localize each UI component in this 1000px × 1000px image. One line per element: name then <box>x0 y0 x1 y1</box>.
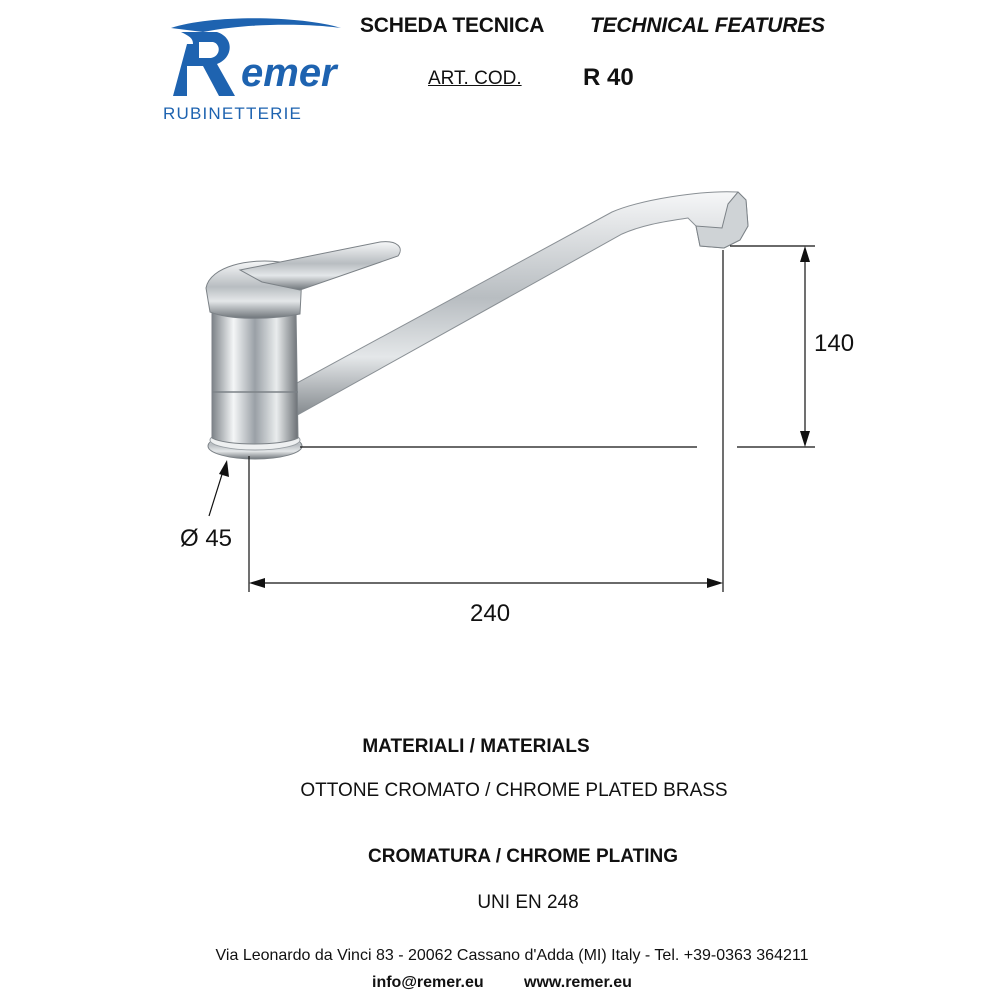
sheet-title-en: TECHNICAL FEATURES <box>590 14 825 37</box>
height-dimension: 140 <box>814 330 855 357</box>
svg-text:emer: emer <box>241 51 337 95</box>
website-link[interactable]: www.remer.eu <box>524 974 632 991</box>
article-code-value: R 40 <box>583 64 634 91</box>
company-address: Via Leonardo da Vinci 83 - 20062 Cassano d'Adda (MI) Italy - Tel. +39-0363 364211 <box>215 947 809 964</box>
plating-value: UNI EN 248 <box>477 892 579 913</box>
diameter-dimension: Ø 45 <box>180 525 233 552</box>
width-dimension: 240 <box>470 600 511 627</box>
faucet-image <box>206 192 748 459</box>
dimension-arrows <box>219 246 810 588</box>
logo-subtitle: RUBINETTERIE <box>163 104 303 123</box>
sheet-title-it: SCHEDA TECNICA <box>360 14 545 37</box>
plating-heading: CROMATURA / CHROME PLATING <box>368 846 678 867</box>
article-code-label: ART. COD. <box>428 68 522 89</box>
faucet-drawing <box>0 170 1000 630</box>
email-link[interactable]: info@remer.eu <box>372 974 484 991</box>
materials-heading: MATERIALI / MATERIALS <box>362 736 590 757</box>
materials-value: OTTONE CROMATO / CHROME PLATED BRASS <box>300 780 728 801</box>
